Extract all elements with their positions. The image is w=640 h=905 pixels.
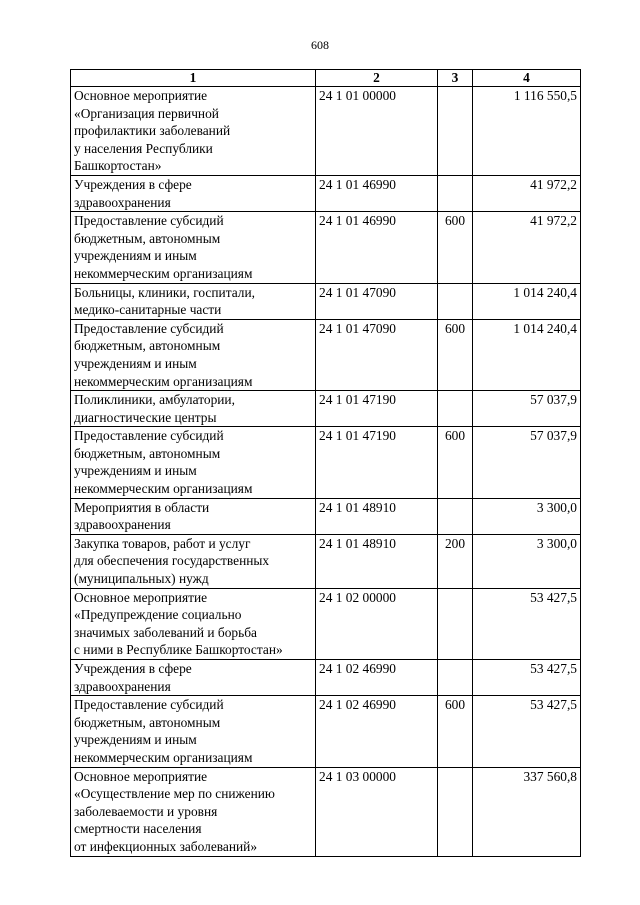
table-row [71, 391, 581, 427]
sum-cell: 53 427,5 [473, 660, 581, 696]
table-row [71, 534, 581, 588]
column-header: 1 [71, 70, 316, 87]
sum-cell: 41 972,2 [473, 175, 581, 211]
name-cell: Основное мероприятие «Осуществление мер по снижению заболеваемости и уровня смертности населения от инфекционных заболеваний» [71, 767, 316, 856]
table-row [71, 319, 581, 390]
sum-cell: 53 427,5 [473, 696, 581, 767]
code-cell: 24 1 01 48910 [316, 498, 438, 534]
code-cell: 24 1 03 00000 [316, 767, 438, 856]
name-cell: Учреждения в сфере здравоохранения [71, 660, 316, 696]
table-row [71, 588, 581, 659]
type-cell [438, 767, 473, 856]
type-cell: 600 [438, 696, 473, 767]
name-cell: Предоставление субсидий бюджетным, автономным учреждениям и иным некоммерческим организациям [71, 427, 316, 498]
name-cell: Закупка товаров, работ и услуг для обеспечения государственных (муниципальных) нужд [71, 534, 316, 588]
sum-cell: 3 300,0 [473, 534, 581, 588]
sum-cell: 337 560,8 [473, 767, 581, 856]
sum-cell: 53 427,5 [473, 588, 581, 659]
type-cell [438, 283, 473, 319]
type-cell [438, 660, 473, 696]
sum-cell: 57 037,9 [473, 391, 581, 427]
name-cell: Поликлиники, амбулатории, диагностические центры [71, 391, 316, 427]
type-cell [438, 87, 473, 176]
table-row [71, 767, 581, 856]
name-cell: Предоставление субсидий бюджетным, автономным учреждениям и иным некоммерческим организациям [71, 319, 316, 390]
name-cell: Больницы, клиники, госпитали, медико-санитарные части [71, 283, 316, 319]
name-cell: Основное мероприятие «Предупреждение социально значимых заболеваний и борьба с ними в Республике Башкортостан» [71, 588, 316, 659]
sum-cell: 41 972,2 [473, 212, 581, 283]
sum-cell: 1 014 240,4 [473, 319, 581, 390]
code-cell: 24 1 01 47090 [316, 319, 438, 390]
code-cell: 24 1 01 48910 [316, 534, 438, 588]
name-cell: Учреждения в сфере здравоохранения [71, 175, 316, 211]
code-cell: 24 1 01 47190 [316, 391, 438, 427]
table-row [71, 498, 581, 534]
sum-cell: 1 116 550,5 [473, 87, 581, 176]
table-row [71, 212, 581, 283]
code-cell: 24 1 02 46990 [316, 696, 438, 767]
code-cell: 24 1 02 46990 [316, 660, 438, 696]
column-header: 3 [438, 70, 473, 87]
type-cell: 600 [438, 427, 473, 498]
type-cell: 600 [438, 212, 473, 283]
table-row [71, 427, 581, 498]
name-cell: Мероприятия в области здравоохранения [71, 498, 316, 534]
code-cell: 24 1 01 47090 [316, 283, 438, 319]
code-cell: 24 1 01 46990 [316, 175, 438, 211]
table-header-row [71, 70, 581, 87]
sum-cell: 57 037,9 [473, 427, 581, 498]
table-row [71, 283, 581, 319]
budget-table [70, 69, 581, 857]
type-cell [438, 175, 473, 211]
type-cell [438, 391, 473, 427]
type-cell: 200 [438, 534, 473, 588]
table-row [71, 660, 581, 696]
sum-cell: 3 300,0 [473, 498, 581, 534]
table-row [71, 175, 581, 211]
type-cell [438, 498, 473, 534]
column-header: 4 [473, 70, 581, 87]
code-cell: 24 1 01 47190 [316, 427, 438, 498]
sum-cell: 1 014 240,4 [473, 283, 581, 319]
name-cell: Предоставление субсидий бюджетным, автономным учреждениям и иным некоммерческим организациям [71, 696, 316, 767]
name-cell: Основное мероприятие «Организация первичной профилактики заболеваний у населения Республики Башкортостан» [71, 87, 316, 176]
code-cell: 24 1 01 46990 [316, 212, 438, 283]
type-cell: 600 [438, 319, 473, 390]
code-cell: 24 1 01 00000 [316, 87, 438, 176]
table-row [71, 87, 581, 176]
type-cell [438, 588, 473, 659]
column-header: 2 [316, 70, 438, 87]
code-cell: 24 1 02 00000 [316, 588, 438, 659]
name-cell: Предоставление субсидий бюджетным, автономным учреждениям и иным некоммерческим организациям [71, 212, 316, 283]
table-row [71, 696, 581, 767]
page-number: 608 [311, 38, 329, 52]
